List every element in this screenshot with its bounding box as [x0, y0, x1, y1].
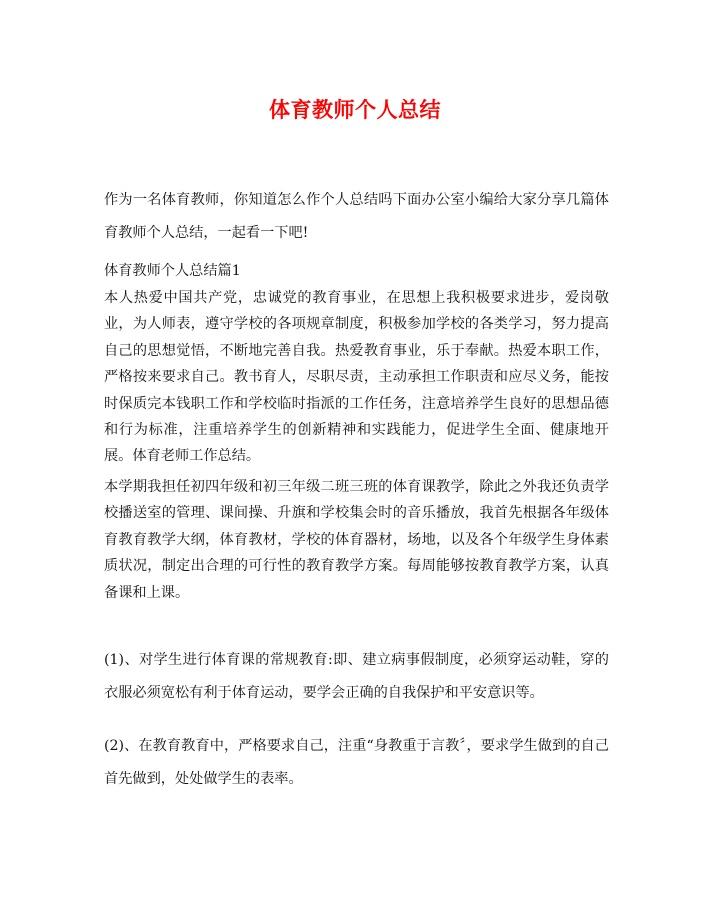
intro-paragraph: 作为一名体育教师，你知道怎么作个人总结吗下面办公室小编给大家分享几篇体育教师个人总结，一起看一下吧! — [104, 192, 609, 241]
list-item-2: (2)、在教育教育中，严格要求自己，注重“身教重于言教〞，要求学生做到的自己首先做到，处处做学生的表率。 — [104, 738, 609, 787]
body-paragraph-1: 本人热爱中国共产党，忠诚党的教育事业，在思想上我积极要求进步，爱岗敬业，为人师表，遵守学校的各项规章制度，积极参加学校的各类学习，努力提高自己的思想觉悟，不断地完善自我。热爱教育事业，乐于奉献。热爱本职工作，严格按来要求自己。教书育人，尽职尽责，主动承担工作职责和应尽义务，能按时保质完本钱职工作和学校临时指派的工作任务，注意培养学生良好的思想品德和行为标准，注重培养学生的创新精神和实践能力，促进学生全面、健康地开展。体育老师工作总结。 — [104, 290, 609, 465]
list-item-1: (1)、对学生进行体育课的常规教育:即、建立病事假制度，必须穿运动鞋，穿的衣服必须宽松有利于体育运动，要学会正确的自我保护和平安意识等。 — [104, 652, 609, 701]
body-paragraph-2: 本学期我担任初四年级和初三年级二班三班的体育课教学，除此之外我还负责学校播送室的管理、课间操、升旗和学校集会时的音乐播放，我首先根据各年级体育教育教学大纲，体育教材，学校的体育器材，场地，以及各个年级学生身体素质状况，制定出合理的可行性的教育教学方案。每周能够按教育教学方案，认真备课和上课。 — [104, 479, 609, 601]
document-title: 体育教师个人总结 — [269, 97, 441, 122]
section-heading: 体育教师个人总结篇1 — [104, 263, 241, 279]
